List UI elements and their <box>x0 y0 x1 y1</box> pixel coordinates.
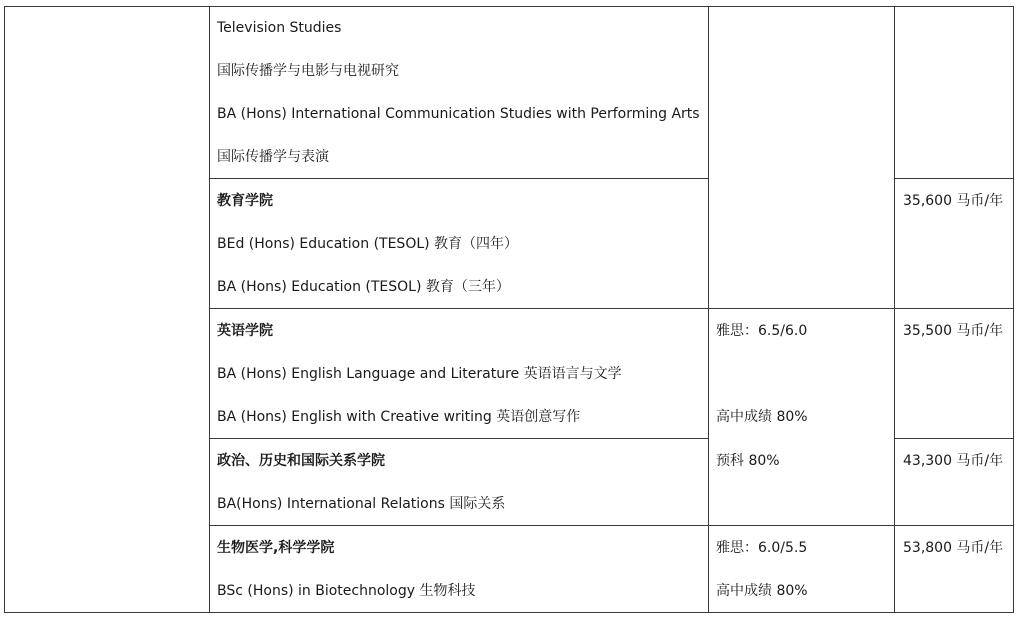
programme-line: BA (Hons) Education (TESOL) 教育（三年） <box>217 279 510 295</box>
table-border-right <box>1013 6 1014 613</box>
row-divider <box>209 438 709 439</box>
programme-line: BA (Hons) English with Creative writing 英语创意写作 <box>217 409 581 425</box>
programme-line: 国际传播学与表演 <box>217 149 329 165</box>
requirement-ielts: 雅思：6.0/5.5 <box>716 540 808 556</box>
tuition-fee: 43,300 马币/年 <box>903 453 1004 469</box>
table-border-top <box>4 6 1014 7</box>
row-divider <box>209 308 1014 309</box>
requirement-foundation: 预科 80% <box>716 453 780 469</box>
row-divider <box>209 178 709 179</box>
programme-line: BSc (Hons) in Biotechnology 生物科技 <box>217 583 476 599</box>
programme-line: 国际传播学与电影与电视研究 <box>217 63 399 79</box>
column-divider-1 <box>209 6 210 613</box>
faculty-heading: 政治、历史和国际关系学院 <box>217 453 385 469</box>
row-divider <box>209 525 1014 526</box>
faculty-heading: 英语学院 <box>217 323 273 339</box>
requirement-highschool: 高中成绩 80% <box>716 409 808 425</box>
table-border-bottom <box>4 612 1014 613</box>
programme-line: BA (Hons) International Communication Studies with Performing Arts <box>217 106 700 122</box>
requirement-highschool: 高中成绩 80% <box>716 583 808 599</box>
programme-line: BA(Hons) International Relations 国际关系 <box>217 496 506 512</box>
programme-line: BA (Hons) English Language and Literature 英语语言与文学 <box>217 366 622 382</box>
tuition-fee: 53,800 马币/年 <box>903 540 1004 556</box>
table-border-left <box>4 6 5 613</box>
requirement-ielts: 雅思：6.5/6.0 <box>716 323 808 339</box>
faculty-heading: 教育学院 <box>217 193 273 209</box>
programme-line: Television Studies <box>217 20 342 36</box>
programme-line: BEd (Hons) Education (TESOL) 教育（四年） <box>217 236 519 252</box>
faculty-heading: 生物医学,科学学院 <box>217 540 335 556</box>
row-divider <box>894 178 1014 179</box>
row-divider <box>894 438 1014 439</box>
column-divider-2 <box>708 6 709 613</box>
tuition-fee: 35,500 马币/年 <box>903 323 1004 339</box>
tuition-fee: 35,600 马币/年 <box>903 193 1004 209</box>
column-divider-3 <box>894 6 895 613</box>
